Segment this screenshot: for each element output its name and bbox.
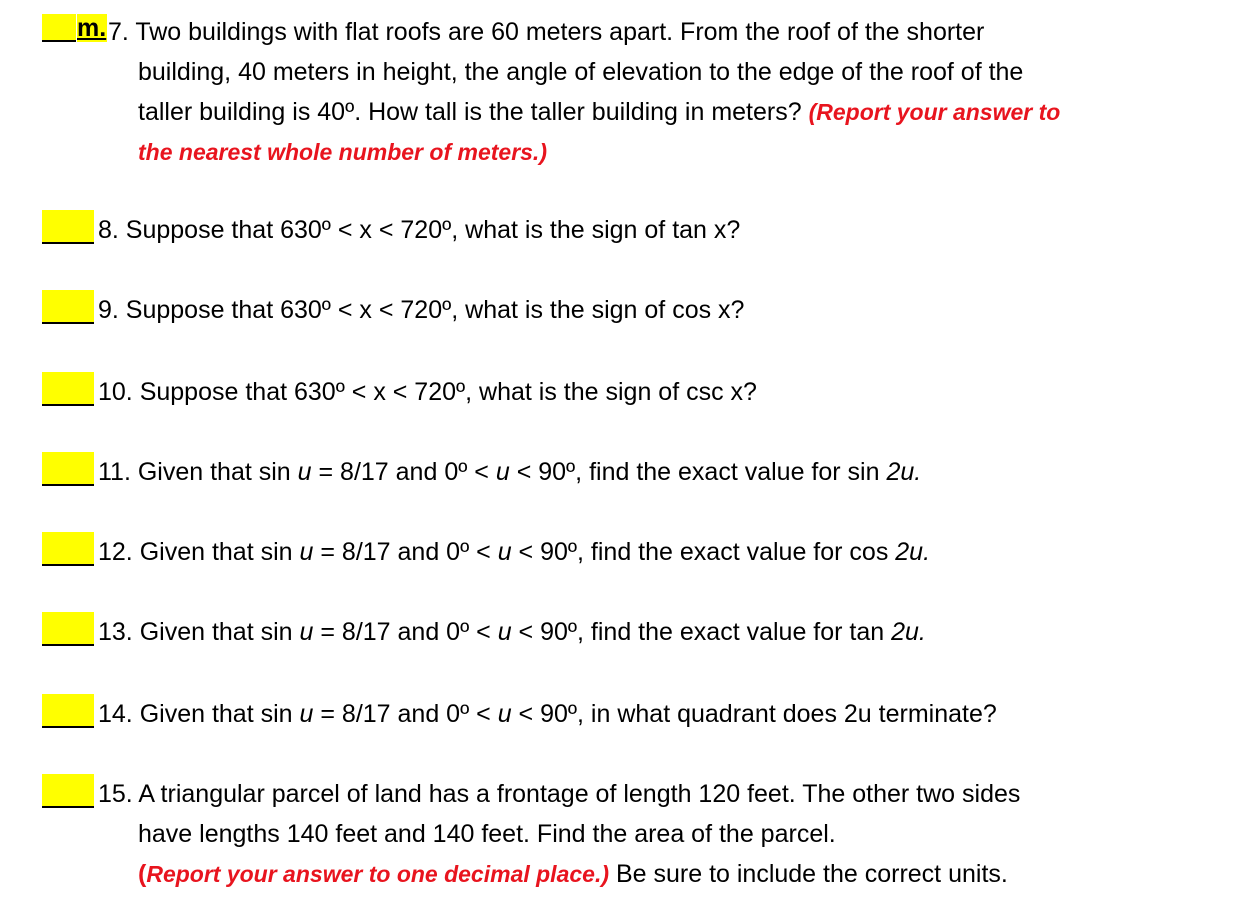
question-11-var-u-2: u: [495, 458, 510, 486]
question-15-text: [98, 774, 1020, 894]
question-7-note-b: the nearest whole number of meters.): [138, 139, 547, 165]
question-11-var-u: u: [297, 458, 312, 486]
question-15-note: Report your answer to one decimal place.): [146, 861, 610, 887]
question-7-line-4: [108, 132, 1060, 172]
answer-blank-12[interactable]: [42, 532, 94, 566]
question-7-text: [108, 12, 1060, 172]
question-7-prefix: m.: [77, 14, 107, 42]
question-14-text: [98, 694, 997, 734]
question-7-line-2: building, 40 meters in height, the angle of elevation to the edge of the roof of the: [138, 58, 1024, 86]
question-13-part-c: < 90º, find the exact value for tan: [511, 618, 892, 646]
question-12-text: [98, 532, 930, 572]
question-11-end: 2u.: [886, 458, 922, 486]
answer-blank-11[interactable]: [42, 452, 94, 486]
question-12-var-u-2: u: [497, 538, 512, 566]
question-13-text: [98, 612, 926, 652]
question-14-part-b: = 8/17 and 0º <: [313, 700, 498, 728]
question-12-part-a: 12. Given that sin: [98, 538, 300, 566]
question-13-var-u: u: [299, 618, 314, 646]
question-7-line-1: 7. Two buildings with flat roofs are 60 meters apart. From the roof of the shorter: [108, 18, 985, 46]
answer-blank-10[interactable]: [42, 372, 94, 406]
answer-blank-14[interactable]: [42, 694, 94, 728]
answer-blank-9[interactable]: [42, 290, 94, 324]
question-11-part-c: < 90º, find the exact value for sin: [509, 458, 887, 486]
answer-blank-8[interactable]: [42, 210, 94, 244]
question-15-line-1: 15. A triangular parcel of land has a frontage of length 120 feet. The other two sides: [98, 780, 1021, 808]
question-14-part-a: 14. Given that sin: [98, 700, 300, 728]
question-7-line-3: [108, 92, 1060, 132]
question-13-var-u-2: u: [497, 618, 512, 646]
question-12-end: 2u.: [895, 538, 931, 566]
question-15-tail: Be sure to include the correct units.: [609, 860, 1008, 888]
question-14-var-u-2: u: [497, 700, 512, 728]
answer-blank-15[interactable]: [42, 774, 94, 808]
question-11-part-b: = 8/17 and 0º <: [311, 458, 496, 486]
question-10-text: 10. Suppose that 630º < x < 720º, what is the sign of csc x?: [98, 378, 757, 406]
question-15-line-3: [98, 854, 1020, 894]
question-12-part-c: < 90º, find the exact value for cos: [511, 538, 896, 566]
question-12-var-u: u: [299, 538, 314, 566]
question-15-paren: (: [138, 860, 147, 888]
answer-blank-13[interactable]: [42, 612, 94, 646]
question-13-part-b: = 8/17 and 0º <: [313, 618, 498, 646]
question-11-part-a: 11. Given that sin: [98, 458, 298, 486]
question-14-part-c: < 90º, in what quadrant does 2u terminate?: [511, 700, 997, 728]
answer-blank-7[interactable]: [42, 14, 76, 42]
question-11-text: [98, 452, 921, 492]
question-13-end: 2u.: [891, 618, 926, 646]
question-14-var-u: u: [299, 700, 314, 728]
question-7-note-a: (Report your answer to: [808, 99, 1061, 125]
question-15-line-2: have lengths 140 feet and 140 feet. Find the area of the parcel.: [138, 820, 836, 848]
question-9-text: 9. Suppose that 630º < x < 720º, what is the sign of cos x?: [98, 296, 745, 324]
question-13-part-a: 13. Given that sin: [98, 618, 300, 646]
question-7-line-3-text: taller building is 40º. How tall is the taller building in meters?: [138, 98, 802, 126]
question-12-part-b: = 8/17 and 0º <: [313, 538, 498, 566]
question-8-text: 8. Suppose that 630º < x < 720º, what is the sign of tan x?: [98, 216, 741, 244]
